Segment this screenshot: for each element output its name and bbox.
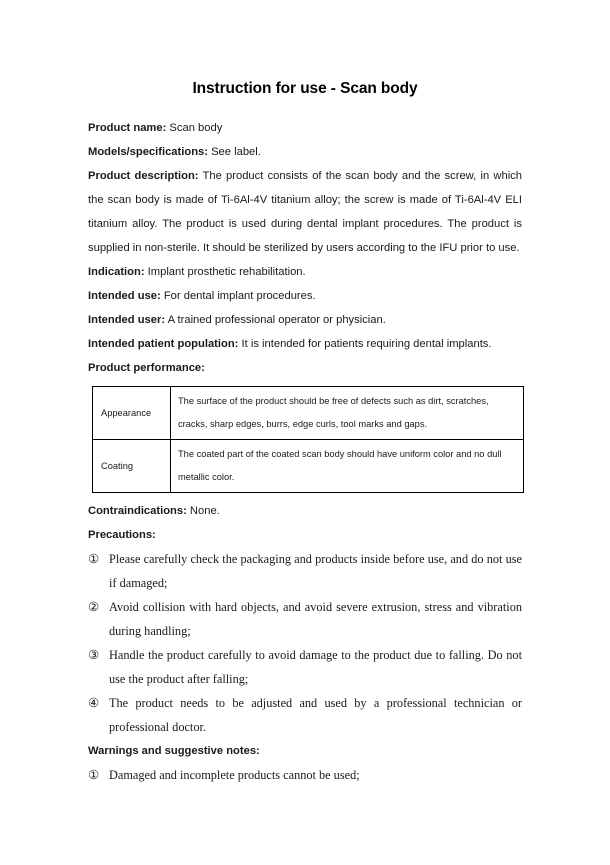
list-item-text: Damaged and incomplete products cannot be used; [109,768,360,782]
field-intended-user-label: Intended user: [88,314,166,326]
field-indication-label: Indication: [88,266,145,278]
field-models-specifications [88,140,522,164]
field-intended-use [88,284,522,308]
circled-number-icon: ① [88,552,100,566]
product-description-text: The product consists of the scan body and the screw, in which the scan body is made of Ti-6Al-4V titanium alloy; the screw is made of Ti-6Al-4V ELI titanium alloy. The product is used during dental implant procedures. The product is supplied in non-sterile. It should be sterilized by users according to the IFU prior to use. [88,170,522,254]
field-indication [88,260,522,284]
list-item [88,595,522,643]
warnings-heading: Warnings and suggestive notes: [88,745,260,757]
field-intended-use-label: Intended use: [88,290,161,302]
product-description-paragraph [88,164,522,260]
field-intended-user-value: A trained professional operator or physician. [165,314,386,326]
field-intended-patient-population-label: Intended patient population: [88,338,239,350]
field-indication-value: Implant prosthetic rehabilitation. [144,266,306,278]
table-cell-description: The surface of the product should be free of defects such as dirt, scratches, cracks, sharp edges, burrs, edge curls, tool marks and gaps. [171,387,524,440]
list-item [88,763,522,787]
field-contraindications-value: None. [186,505,220,517]
list-item-text: The product needs to be adjusted and used by a professional technician or professional doctor. [109,696,522,734]
circled-number-icon: ③ [88,648,100,662]
list-item-text: Please carefully check the packaging and products inside before use, and do not use if damaged; [109,552,522,590]
product-performance-table [92,386,524,493]
circled-number-icon: ① [88,768,100,782]
warnings-list [88,763,522,787]
table-cell-description: The coated part of the coated scan body should have uniform color and no dull metallic color. [171,440,524,493]
precautions-list [88,547,522,739]
table-row [93,387,524,440]
circled-number-icon: ④ [88,696,100,710]
table-cell-category: Coating [93,440,171,493]
field-product-name-value: Scan body [166,122,223,134]
product-performance-heading: Product performance: [88,362,205,374]
field-intended-use-value: For dental implant procedures. [160,290,316,302]
field-intended-user [88,308,522,332]
field-models-specifications-label: Models/specifications: [88,146,208,158]
field-product-name [88,116,522,140]
product-description-label: Product description: [88,170,199,182]
list-item [88,691,522,739]
table-cell-category: Appearance [93,387,171,440]
list-item [88,547,522,595]
list-item-text: Handle the product carefully to avoid damage to the product due to falling. Do not use the product after falling; [109,648,522,686]
field-models-specifications-value: See label. [207,146,261,158]
field-product-name-label: Product name: [88,122,167,134]
field-contraindications [88,499,522,523]
list-item [88,643,522,691]
page-title: Instruction for use - Scan body [192,80,418,97]
field-intended-patient-population [88,332,522,356]
field-contraindications-label: Contraindications: [88,505,187,517]
list-item-text: Avoid collision with hard objects, and avoid severe extrusion, stress and vibration during handling; [109,600,522,638]
table-row [93,440,524,493]
field-intended-patient-population-value: It is intended for patients requiring dental implants. [238,338,492,350]
circled-number-icon: ② [88,600,100,614]
precautions-heading: Precautions: [88,529,156,541]
